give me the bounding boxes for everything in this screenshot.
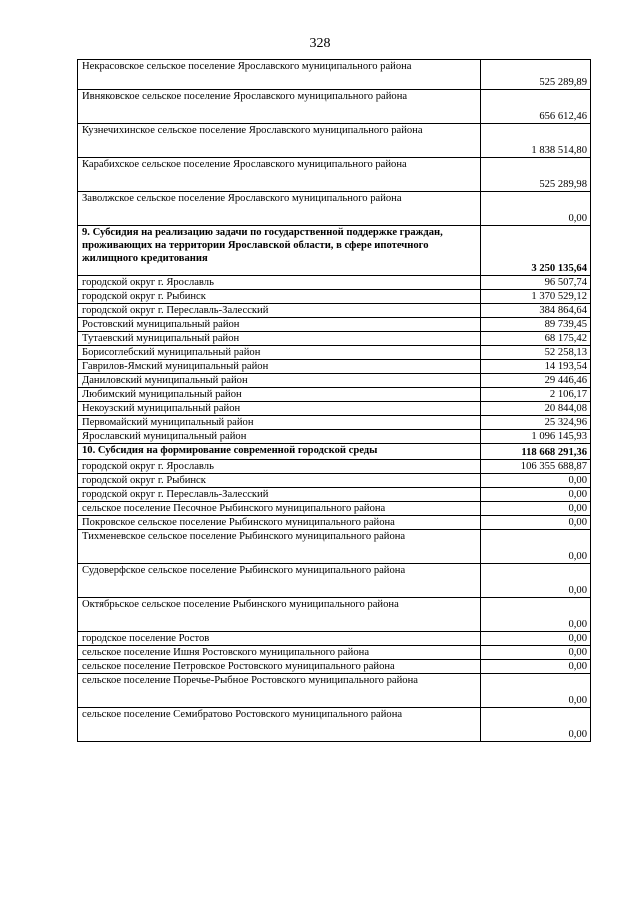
table-row	[78, 708, 591, 742]
row-name: сельское поселение Семибратово Ростовского муниципального района	[78, 708, 481, 742]
row-name: городской округ г. Ярославль	[78, 276, 481, 290]
table-row	[78, 516, 591, 530]
table-row	[78, 502, 591, 516]
row-name: сельское поселение Петровское Ростовского муниципального района	[78, 660, 481, 674]
row-name: сельское поселение Ишня Ростовского муниципального района	[78, 646, 481, 660]
row-amount: 0,00	[481, 660, 591, 674]
section-total: 118 668 291,36	[481, 444, 591, 460]
row-name: Ярославский муниципальный район	[78, 430, 481, 444]
table-row	[78, 90, 591, 124]
page-number: 328	[309, 36, 331, 51]
table-row	[78, 564, 591, 598]
row-name: Даниловский муниципальный район	[78, 374, 481, 388]
section-total: 3 250 135,64	[481, 226, 591, 276]
row-name: городской округ г. Переславль-Залесский	[78, 488, 481, 502]
row-amount: 1 838 514,80	[481, 124, 591, 158]
row-name: Тутаевский муниципальный район	[78, 332, 481, 346]
row-amount: 0,00	[481, 632, 591, 646]
section-title: 10. Субсидия на формирование современной городской среды	[78, 444, 481, 460]
table-row	[78, 388, 591, 402]
row-amount: 68 175,42	[481, 332, 591, 346]
row-name: городское поселение Ростов	[78, 632, 481, 646]
table-row	[78, 290, 591, 304]
row-amount: 52 258,13	[481, 346, 591, 360]
row-amount: 656 612,46	[481, 90, 591, 124]
row-name: сельское поселение Песочное Рыбинского муниципального района	[78, 502, 481, 516]
table-row	[78, 192, 591, 226]
table-row	[78, 346, 591, 360]
budget-table	[77, 59, 591, 742]
table-row	[78, 60, 591, 90]
section-row	[78, 226, 591, 276]
row-amount: 525 289,98	[481, 158, 591, 192]
row-name: Судоверфское сельское поселение Рыбинского муниципального района	[78, 564, 481, 598]
row-name: Гаврилов-Ямский муниципальный район	[78, 360, 481, 374]
table-row	[78, 488, 591, 502]
table-row	[78, 598, 591, 632]
table-row	[78, 158, 591, 192]
row-name: Покровское сельское поселение Рыбинского муниципального района	[78, 516, 481, 530]
row-name: сельское поселение Поречье-Рыбное Ростовского муниципального района	[78, 674, 481, 708]
row-amount: 106 355 688,87	[481, 460, 591, 474]
table-row	[78, 416, 591, 430]
row-name: Любимский муниципальный район	[78, 388, 481, 402]
row-amount: 0,00	[481, 516, 591, 530]
table-row	[78, 304, 591, 318]
table-row	[78, 374, 591, 388]
row-name: Борисоглебский муниципальный район	[78, 346, 481, 360]
row-name: Октябрьское сельское поселение Рыбинского муниципального района	[78, 598, 481, 632]
table-row	[78, 402, 591, 416]
row-amount: 525 289,89	[481, 60, 591, 90]
row-amount: 25 324,96	[481, 416, 591, 430]
row-amount: 1 096 145,93	[481, 430, 591, 444]
table-row	[78, 474, 591, 488]
row-name: городской округ г. Ярославль	[78, 460, 481, 474]
row-name: городской округ г. Рыбинск	[78, 290, 481, 304]
row-name: Ивняковское сельское поселение Ярославского муниципального района	[78, 90, 481, 124]
table-row	[78, 646, 591, 660]
row-amount: 20 844,08	[481, 402, 591, 416]
table-row	[78, 460, 591, 474]
section-title: 9. Субсидия на реализацию задачи по государственной поддержке граждан, проживающих на территории Ярославской области, в сфере ипотечного жилищного кредитования	[78, 226, 481, 276]
row-amount: 1 370 529,12	[481, 290, 591, 304]
row-amount: 89 739,45	[481, 318, 591, 332]
row-name: Некоузский муниципальный район	[78, 402, 481, 416]
row-amount: 2 106,17	[481, 388, 591, 402]
row-name: Заволжское сельское поселение Ярославского муниципального района	[78, 192, 481, 226]
row-amount: 14 193,54	[481, 360, 591, 374]
table-row	[78, 660, 591, 674]
row-name: Ростовский муниципальный район	[78, 318, 481, 332]
table-row	[78, 530, 591, 564]
row-name: Карабихское сельское поселение Ярославского муниципального района	[78, 158, 481, 192]
table-row	[78, 360, 591, 374]
row-name: Некрасовское сельское поселение Ярославского муниципального района	[78, 60, 481, 90]
row-amount: 0,00	[481, 474, 591, 488]
row-amount: 0,00	[481, 708, 591, 742]
table-row	[78, 674, 591, 708]
row-amount: 0,00	[481, 564, 591, 598]
row-name: городской округ г. Переславль-Залесский	[78, 304, 481, 318]
row-name: Тихменевское сельское поселение Рыбинского муниципального района	[78, 530, 481, 564]
row-amount: 0,00	[481, 674, 591, 708]
row-name: Первомайский муниципальный район	[78, 416, 481, 430]
row-amount: 0,00	[481, 502, 591, 516]
table-row	[78, 632, 591, 646]
row-amount: 96 507,74	[481, 276, 591, 290]
table-row	[78, 318, 591, 332]
row-amount: 0,00	[481, 530, 591, 564]
row-name: городской округ г. Рыбинск	[78, 474, 481, 488]
row-amount: 0,00	[481, 598, 591, 632]
row-amount: 0,00	[481, 192, 591, 226]
table-row	[78, 276, 591, 290]
table-row	[78, 124, 591, 158]
section-row	[78, 444, 591, 460]
row-amount: 384 864,64	[481, 304, 591, 318]
row-amount: 0,00	[481, 488, 591, 502]
table-row	[78, 332, 591, 346]
table-row	[78, 430, 591, 444]
row-amount: 0,00	[481, 646, 591, 660]
row-amount: 29 446,46	[481, 374, 591, 388]
row-name: Кузнечихинское сельское поселение Ярославского муниципального района	[78, 124, 481, 158]
